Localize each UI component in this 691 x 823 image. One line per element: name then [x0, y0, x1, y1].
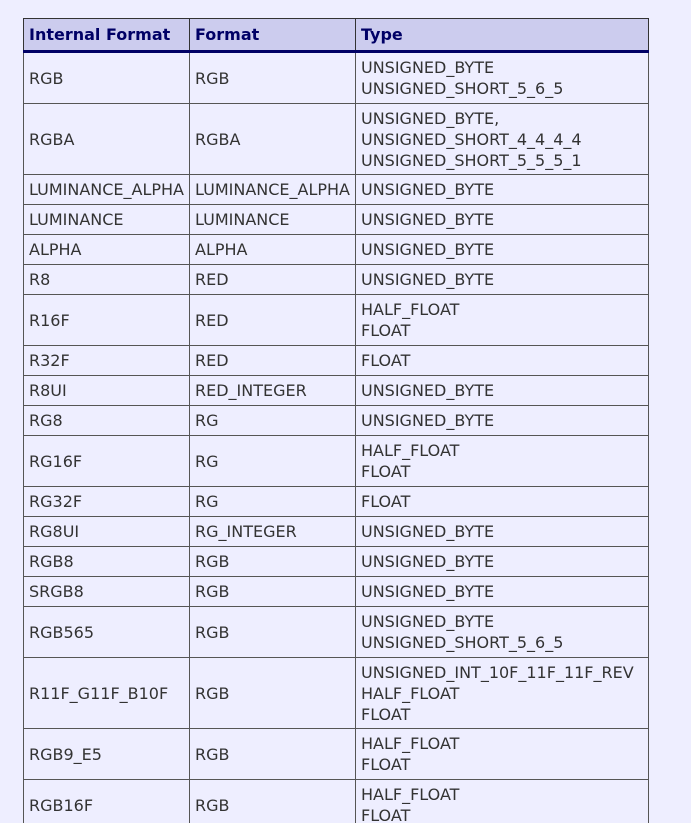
cell-internal-format: LUMINANCE: [24, 205, 190, 235]
type-value: HALF_FLOAT: [361, 683, 460, 703]
cell-type: [356, 517, 649, 547]
type-value: HALF_FLOAT: [361, 441, 460, 460]
cell-internal-format: RG8: [24, 406, 190, 436]
cell-format: RGB: [190, 780, 356, 823]
type-value: FLOAT: [361, 704, 411, 724]
type-value: FLOAT: [361, 492, 411, 511]
type-value: UNSIGNED_BYTE: [361, 270, 495, 289]
cell-internal-format: R16F: [24, 295, 190, 346]
type-value: HALF_FLOAT: [361, 734, 460, 753]
cell-format: RGB: [190, 52, 356, 104]
table-row: [24, 265, 649, 295]
table-row: [24, 547, 649, 577]
cell-type: [356, 265, 649, 295]
cell-format: RGB: [190, 729, 356, 780]
table-row: [24, 175, 649, 205]
cell-type: [356, 487, 649, 517]
cell-internal-format: RG32F: [24, 487, 190, 517]
cell-internal-format: R8UI: [24, 376, 190, 406]
type-value: UNSIGNED_BYTE: [361, 411, 495, 430]
cell-format: RED_INTEGER: [190, 376, 356, 406]
cell-type: [356, 104, 649, 175]
table-row: [24, 104, 649, 175]
cell-type: [356, 658, 649, 729]
table-row: [24, 52, 649, 104]
cell-internal-format: R32F: [24, 346, 190, 376]
cell-internal-format: RG8UI: [24, 517, 190, 547]
type-value: HALF_FLOAT: [361, 785, 460, 804]
type-value: UNSIGNED_SHORT_5_5_5_1: [361, 150, 582, 170]
type-value: UNSIGNED_BYTE: [361, 582, 495, 601]
cell-type: [356, 577, 649, 607]
cell-type: [356, 295, 649, 346]
type-value: HALF_FLOAT: [361, 300, 460, 319]
table-body: [24, 52, 649, 823]
cell-type: [356, 235, 649, 265]
table-row: [24, 487, 649, 517]
type-value: UNSIGNED_INT_10F_11F_11F_REV: [361, 662, 634, 682]
texture-format-table: [23, 18, 649, 823]
type-value: UNSIGNED_SHORT_5_6_5: [361, 633, 564, 652]
cell-internal-format: RG16F: [24, 436, 190, 487]
cell-internal-format: LUMINANCE_ALPHA: [24, 175, 190, 205]
cell-type: [356, 729, 649, 780]
cell-type: [356, 436, 649, 487]
table-row: [24, 406, 649, 436]
cell-internal-format: RGB16F: [24, 780, 190, 823]
cell-format: RGBA: [190, 104, 356, 175]
table-row: [24, 607, 649, 658]
table-row: [24, 658, 649, 729]
type-value: UNSIGNED_BYTE: [361, 210, 495, 229]
cell-format: RGB: [190, 607, 356, 658]
cell-type: [356, 175, 649, 205]
table-row: [24, 346, 649, 376]
cell-format: RGB: [190, 658, 356, 729]
cell-type: [356, 346, 649, 376]
cell-format: LUMINANCE: [190, 205, 356, 235]
cell-format: RGB: [190, 577, 356, 607]
table-row: [24, 780, 649, 823]
header-format: Format: [190, 19, 356, 52]
table-row: [24, 436, 649, 487]
type-value: FLOAT: [361, 755, 411, 774]
cell-internal-format: RGBA: [24, 104, 190, 175]
cell-format: RED: [190, 265, 356, 295]
cell-format: RG: [190, 436, 356, 487]
cell-internal-format: SRGB8: [24, 577, 190, 607]
cell-internal-format: RGB8: [24, 547, 190, 577]
type-value: UNSIGNED_SHORT_4_4_4_4: [361, 129, 582, 149]
type-value: UNSIGNED_BYTE: [361, 58, 495, 77]
cell-format: ALPHA: [190, 235, 356, 265]
type-value: UNSIGNED_BYTE: [361, 612, 495, 631]
type-value: UNSIGNED_BYTE: [361, 552, 495, 571]
cell-format: LUMINANCE_ALPHA: [190, 175, 356, 205]
type-value: UNSIGNED_BYTE: [361, 240, 495, 259]
table-row: [24, 729, 649, 780]
header-internal-format: Internal Format: [24, 19, 190, 52]
type-value: UNSIGNED_BYTE,: [361, 108, 500, 128]
cell-format: RG: [190, 406, 356, 436]
type-value: FLOAT: [361, 351, 411, 370]
table-header-row: [24, 19, 649, 52]
type-value: UNSIGNED_SHORT_5_6_5: [361, 79, 564, 98]
cell-type: [356, 52, 649, 104]
cell-format: RED: [190, 295, 356, 346]
cell-type: [356, 780, 649, 823]
type-value: UNSIGNED_BYTE: [361, 381, 495, 400]
cell-internal-format: RGB9_E5: [24, 729, 190, 780]
cell-internal-format: RGB: [24, 52, 190, 104]
cell-format: RGB: [190, 547, 356, 577]
cell-type: [356, 607, 649, 658]
cell-format: RED: [190, 346, 356, 376]
cell-internal-format: RGB565: [24, 607, 190, 658]
table-row: [24, 205, 649, 235]
cell-format: RG: [190, 487, 356, 517]
type-value: FLOAT: [361, 462, 411, 481]
cell-type: [356, 406, 649, 436]
table-row: [24, 577, 649, 607]
type-value: UNSIGNED_BYTE: [361, 180, 495, 199]
header-type: Type: [356, 19, 649, 52]
cell-type: [356, 547, 649, 577]
cell-internal-format: R11F_G11F_B10F: [24, 658, 190, 729]
table-row: [24, 295, 649, 346]
cell-type: [356, 205, 649, 235]
cell-type: [356, 376, 649, 406]
table-row: [24, 235, 649, 265]
table-row: [24, 517, 649, 547]
table-row: [24, 376, 649, 406]
cell-internal-format: ALPHA: [24, 235, 190, 265]
type-value: FLOAT: [361, 806, 411, 823]
cell-format: RG_INTEGER: [190, 517, 356, 547]
type-value: UNSIGNED_BYTE: [361, 522, 495, 541]
cell-internal-format: R8: [24, 265, 190, 295]
type-value: FLOAT: [361, 321, 411, 340]
